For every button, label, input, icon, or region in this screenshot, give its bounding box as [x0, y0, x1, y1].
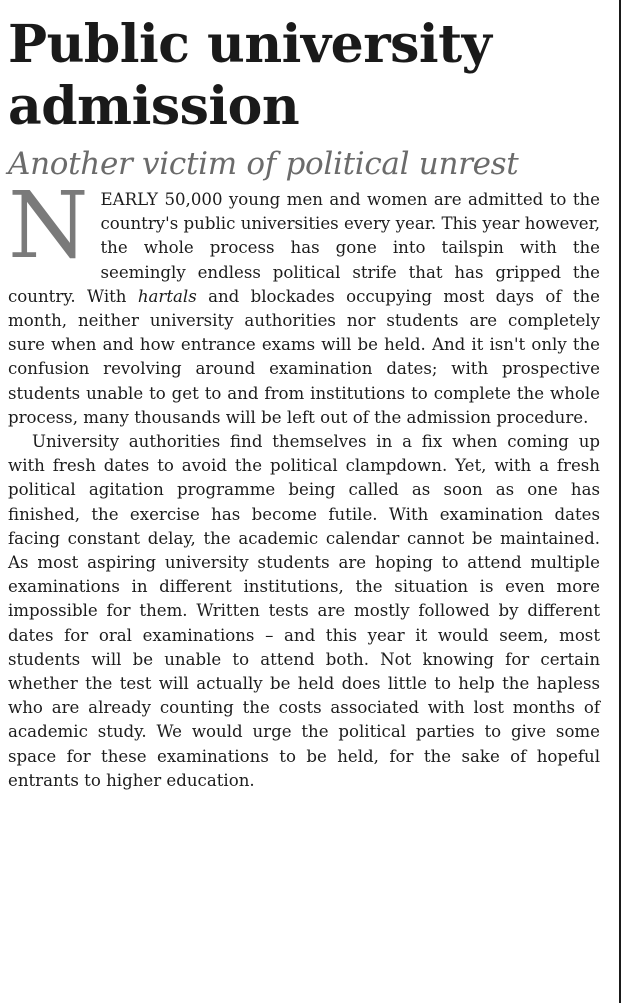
article-body [8, 172, 600, 793]
editorial-article [8, 14, 600, 793]
paragraph-2: University authorities find themselves in a fix when coming up with fresh dates to avoid the political clampdown. Yet, with a fresh political agitation programme being called as soon as one has finished, the exercise has become futile. With examination dates facing constant delay, the academic calendar cannot be maintained. As most aspiring university students are hoping to attend multiple examinations in different institutions, the situation is even more impossible for them. Written tests are mostly followed by different dates for oral examinations – and this year it would seem, most students will be unable to attend both. Not knowing for certain whether the test will actually be held does little to help the hapless who are already counting the costs associated with lost months of academic study. We would urge the political parties to give some space for these examinations to be held, for the sake of hopeful entrants to higher education. [8, 432, 600, 790]
paragraph-1-text-b: and blockades occupying most days of the month, neither university authorities nor students are completely sure when and how entrance exams will be held. And it isn't only the confusion revolving around examination dates; with prospective students unable to get to and from institutions to complete the whole process, many thousands will be left out of the admission procedure. [8, 286, 600, 427]
article-headline: Public university admission [8, 14, 492, 137]
column-rule [619, 0, 621, 1003]
paragraph-1-italic: hartals [137, 286, 197, 306]
article-deck: Another victim of political unrest [8, 146, 519, 182]
paragraph-1 [8, 172, 600, 430]
paragraph-1-text-a: 50,000 young men and women are admitted to the country's public universities every year. This year however, the whole process has gone into tailspin with the seemingly endless political strife that has gripped the country. With [8, 190, 600, 306]
drop-cap: N [8, 172, 89, 279]
lead-in-caps: EARLY [100, 190, 159, 209]
